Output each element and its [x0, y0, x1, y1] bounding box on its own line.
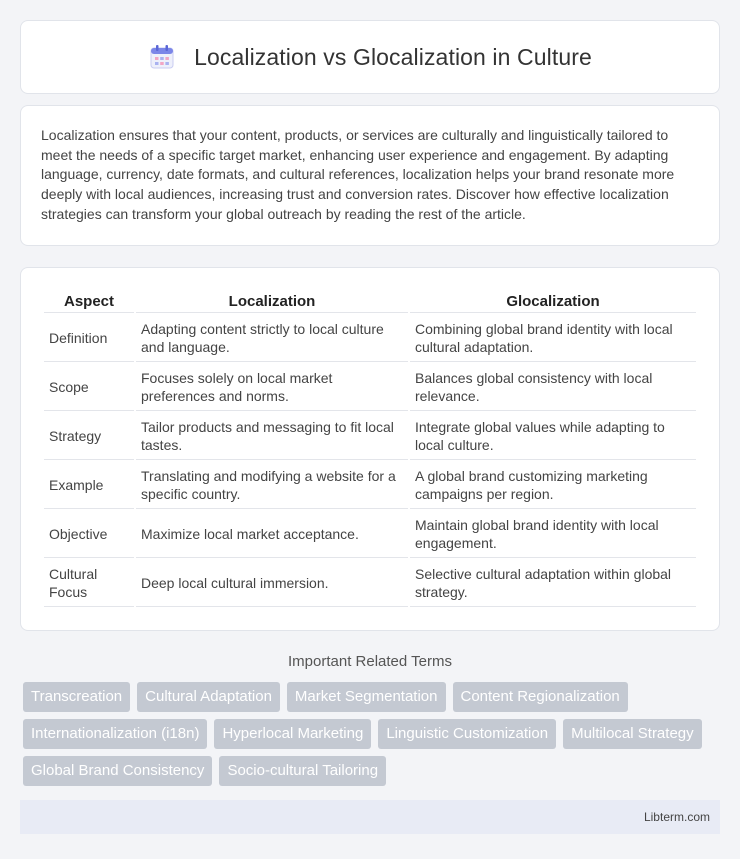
related-term-tag[interactable]: Linguistic Customization	[378, 719, 556, 749]
table-row	[44, 315, 696, 362]
comparison-table	[42, 290, 698, 609]
row-localization: Focuses solely on local market preferences and norms.	[136, 364, 408, 411]
header-glocalization: Glocalization	[410, 292, 696, 313]
intro-card	[20, 105, 720, 246]
related-terms-list	[20, 682, 720, 786]
row-aspect: Strategy	[44, 413, 134, 460]
related-term-tag[interactable]: Socio-cultural Tailoring	[219, 756, 386, 786]
row-aspect: Example	[44, 462, 134, 509]
related-term-tag[interactable]: Cultural Adaptation	[137, 682, 280, 712]
table-header-row	[44, 292, 696, 313]
row-glocalization: Selective cultural adaptation within global strategy.	[410, 560, 696, 607]
related-term-tag[interactable]: Multilocal Strategy	[563, 719, 702, 749]
page-header	[20, 20, 720, 94]
related-term-tag[interactable]: Market Segmentation	[287, 682, 446, 712]
comparison-card	[20, 267, 720, 631]
row-glocalization: Combining global brand identity with local cultural adaptation.	[410, 315, 696, 362]
row-glocalization: Integrate global values while adapting to local culture.	[410, 413, 696, 460]
header-localization: Localization	[136, 292, 408, 313]
related-term-tag[interactable]: Transcreation	[23, 682, 130, 712]
row-localization: Translating and modifying a website for a specific country.	[136, 462, 408, 509]
table-row	[44, 413, 696, 460]
row-localization: Maximize local market acceptance.	[136, 511, 408, 558]
row-localization: Deep local cultural immersion.	[136, 560, 408, 607]
row-aspect: Objective	[44, 511, 134, 558]
row-glocalization: Balances global consistency with local relevance.	[410, 364, 696, 411]
related-term-tag[interactable]: Content Regionalization	[453, 682, 628, 712]
calendar-icon	[148, 43, 176, 71]
row-localization: Adapting content strictly to local culture and language.	[136, 315, 408, 362]
page-title: Localization vs Glocalization in Culture	[194, 43, 592, 70]
row-aspect: Definition	[44, 315, 134, 362]
row-localization: Tailor products and messaging to fit local tastes.	[136, 413, 408, 460]
row-glocalization: A global brand customizing marketing campaigns per region.	[410, 462, 696, 509]
related-term-tag[interactable]: Hyperlocal Marketing	[214, 719, 371, 749]
header-aspect: Aspect	[44, 292, 134, 313]
row-aspect: Cultural Focus	[44, 560, 134, 607]
related-term-tag[interactable]: Internationalization (i18n)	[23, 719, 207, 749]
row-glocalization: Maintain global brand identity with local engagement.	[410, 511, 696, 558]
table-row	[44, 364, 696, 411]
footer-site-link[interactable]: Libterm.com	[643, 809, 710, 824]
related-terms-title: Important Related Terms	[288, 652, 452, 670]
table-row	[44, 462, 696, 509]
related-term-tag[interactable]: Global Brand Consistency	[23, 756, 212, 786]
table-row	[44, 511, 696, 558]
intro-text: Localization ensures that your content, products, or services are culturally and linguistically tailored to meet the needs of a specific target market, enhancing user experience and engagement. By adapting language, currency, date formats, and cultural references, localization helps your brand resonate more deeply with local audiences, increasing trust and conversion rates. Discover how effective localization strategies can transform your global outreach by reading the rest of the article.	[41, 127, 675, 222]
footer	[20, 800, 720, 834]
row-aspect: Scope	[44, 364, 134, 411]
table-row	[44, 560, 696, 607]
